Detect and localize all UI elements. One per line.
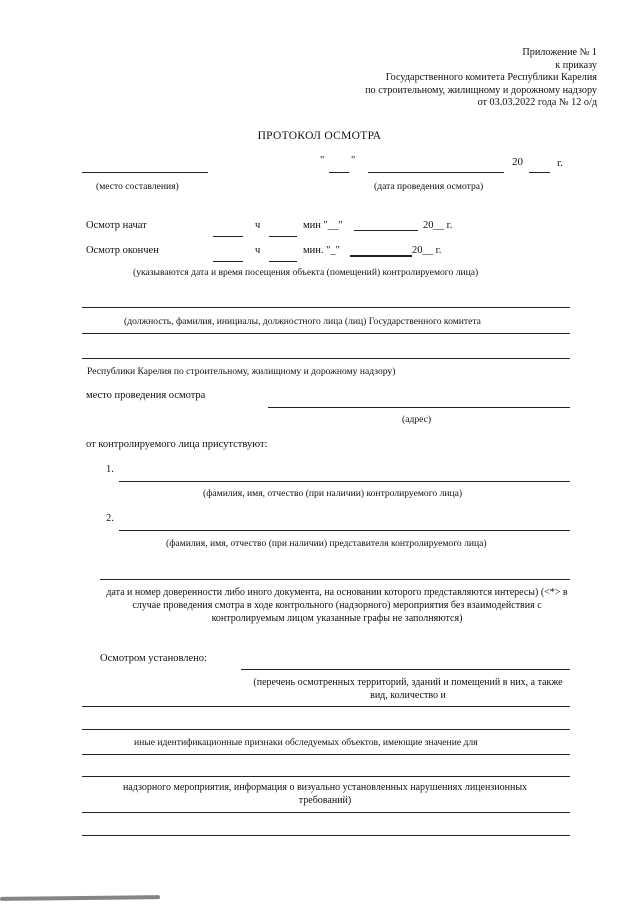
controlled-person-caption: (фамилия, имя, отчество (при наличии) контролируемого лица) [203, 488, 463, 499]
findings-field-4[interactable] [82, 754, 570, 755]
visit-time-note: (указываются дата и время посещения объекта (помещений) контролируемого лица) [133, 267, 479, 278]
findings-label: Осмотром установлено: [100, 653, 207, 664]
appendix-line-1: Приложение № 1 [522, 47, 597, 58]
day-field[interactable] [329, 172, 349, 173]
findings-field-2[interactable] [82, 706, 570, 707]
month-field[interactable] [368, 172, 504, 173]
end-month-field[interactable] [350, 255, 412, 257]
official-field-2[interactable] [82, 333, 570, 334]
findings-field-6[interactable] [82, 812, 570, 813]
appendix-line-2: к приказу [555, 59, 597, 71]
official-field[interactable] [82, 307, 570, 308]
start-min-unit: мин "__" [303, 220, 343, 231]
appendix-line-3: Государственного комитета Республики Карелия [385, 72, 597, 84]
start-min-field[interactable] [269, 236, 297, 237]
place-field[interactable] [82, 172, 208, 173]
findings-caption-2: иные идентификационные признаки обследуемых объектов, имеющие значение для [134, 737, 478, 748]
place-caption: (место составления) [96, 181, 179, 192]
findings-caption-1: (перечень осмотренных территорий, зданий и помещений в них, а также вид, количество и [253, 677, 563, 701]
address-field[interactable] [268, 407, 570, 408]
present-label: от контролируемого лица присутствуют: [86, 439, 268, 450]
end-hour-field[interactable] [213, 261, 243, 262]
start-month-field[interactable] [354, 230, 418, 231]
findings-field-7[interactable] [82, 835, 570, 836]
present-item-2-number: 2. [106, 513, 114, 524]
end-hour-unit: ч [255, 245, 261, 256]
proxy-document-field[interactable] [100, 579, 570, 580]
document-title: ПРОТОКОЛ ОСМОТРА [257, 130, 382, 142]
appendix-line-5: от 03.03.2022 года № 12 о/д [477, 97, 597, 109]
date-caption: (дата проведения осмотра) [374, 181, 484, 192]
official-caption-continuation: Республики Карелия по строительному, жилищному и дорожному надзору) [87, 366, 396, 377]
proxy-note: дата и номер доверенности либо иного документа, на основании которого представляются интересы) (<*> в случае проведения смотра в ходе контрольного (надзорного) мероприятия без взаимодействия с контролируемым лицом указанные графы не заполняются) [106, 587, 568, 624]
findings-field-5[interactable] [82, 776, 570, 777]
end-min-unit: мин. "_" [303, 245, 340, 256]
findings-caption-3: надзорного мероприятия, информация о визуально установленных нарушениях лицензионных требований) [122, 782, 528, 806]
date-quote-close: " [351, 155, 356, 166]
appendix-line-4: по строительному, жилищному и дорожному надзору [365, 84, 597, 96]
present-item-1-number: 1. [106, 464, 114, 475]
scan-mark [0, 895, 160, 901]
date-quote-open: " [320, 155, 325, 166]
representative-caption: (фамилия, имя, отчество (при наличии) представителя контролируемого лица) [166, 538, 487, 549]
findings-field-3[interactable] [82, 729, 570, 730]
representative-field[interactable] [119, 530, 570, 531]
findings-field-1[interactable] [241, 669, 570, 670]
year-suffix: г. [557, 158, 563, 169]
address-caption: (адрес) [402, 414, 432, 425]
inspection-ended-label: Осмотр окончен [86, 245, 159, 256]
end-year: 20__ г. [412, 245, 442, 256]
start-year: 20__ г. [423, 220, 453, 231]
official-field-3[interactable] [82, 358, 570, 359]
end-min-field[interactable] [269, 261, 297, 262]
start-hour-field[interactable] [213, 236, 243, 237]
year-prefix: 20 [512, 156, 523, 168]
year-field[interactable] [529, 172, 550, 173]
official-caption: (должность, фамилия, инициалы, должностного лица (лиц) Государственного комитета [124, 316, 481, 327]
inspection-started-label: Осмотр начат [86, 220, 147, 231]
appendix-block [365, 47, 597, 110]
place-label: место проведения осмотра [86, 390, 206, 401]
controlled-person-field[interactable] [119, 481, 570, 482]
start-hour-unit: ч [255, 220, 261, 231]
